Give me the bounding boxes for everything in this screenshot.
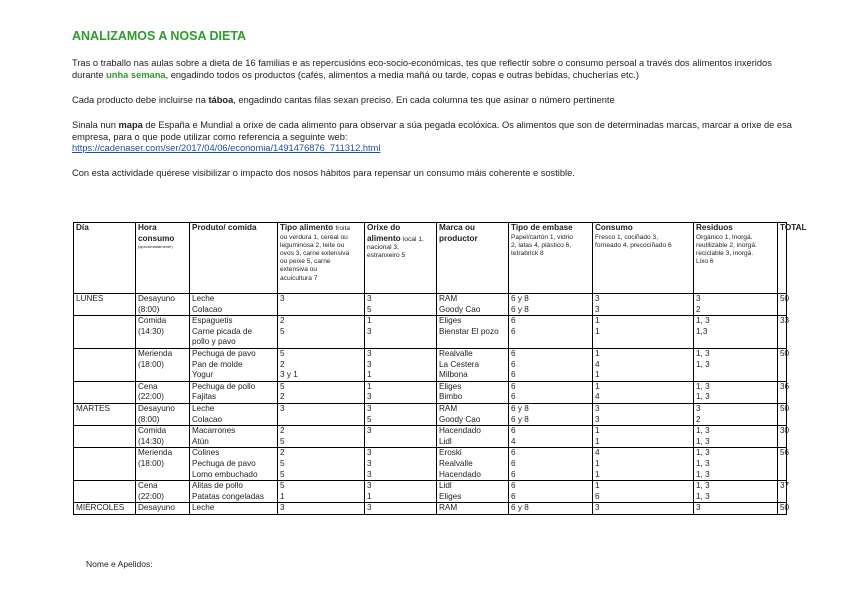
cell-total: 30 bbox=[778, 426, 787, 448]
cell-line: Colacao bbox=[192, 414, 223, 424]
cell-orixe bbox=[365, 403, 437, 425]
cell-line: (22:00) bbox=[138, 491, 164, 501]
intro-paragraph-3 bbox=[72, 120, 792, 155]
cell-consumo bbox=[593, 381, 694, 403]
cell-orixe bbox=[365, 448, 437, 481]
col-header-tipo: Tipo alimento froita ou verdura 1, cereal ou leguminosa 2, leite ou ovos 3, carne extensiva ou peixe 5, carne extensiva ou acuicultura 7 bbox=[278, 223, 365, 294]
cell-residuos bbox=[694, 448, 778, 481]
cell-consumo bbox=[593, 403, 694, 425]
cell-line: 1, 3 bbox=[696, 348, 710, 358]
cell-orixe bbox=[365, 294, 437, 316]
cell-line: 3 bbox=[696, 503, 701, 513]
cell-orixe bbox=[365, 348, 437, 381]
cell-line: Milbona bbox=[439, 370, 468, 380]
cell-line: 3 bbox=[696, 403, 701, 413]
cell-line: (14:30) bbox=[138, 436, 164, 446]
cell-line: 3 bbox=[280, 403, 285, 413]
table-row bbox=[74, 503, 787, 515]
cell-line: 2 bbox=[280, 359, 285, 369]
cell-hora bbox=[136, 503, 190, 515]
cell-line: Realvalle bbox=[439, 348, 473, 358]
cell-total: 50 bbox=[778, 503, 787, 515]
page-title: ANALIZAMOS A NOSA DIETA bbox=[72, 29, 247, 43]
cell-line: Eliges bbox=[439, 316, 462, 326]
cell-tipo bbox=[278, 426, 365, 448]
header-note: froita bbox=[335, 225, 351, 232]
cell-line: 6 bbox=[511, 469, 516, 479]
col-header-total: TOTAL bbox=[778, 223, 787, 294]
cell-residuos bbox=[694, 316, 778, 349]
cell-line: 6 bbox=[511, 316, 516, 326]
cell-marca bbox=[437, 426, 509, 448]
cell-line: Bimbo bbox=[439, 392, 463, 402]
table-row bbox=[74, 403, 787, 425]
cell-line: Lidl bbox=[439, 481, 452, 491]
cell-dia bbox=[74, 316, 136, 349]
cell-line: Hacendado bbox=[439, 469, 481, 479]
cell-dia bbox=[74, 448, 136, 481]
cell-line: 1, 3 bbox=[696, 316, 710, 326]
cell-line: 2 bbox=[280, 316, 285, 326]
table-row bbox=[74, 381, 787, 403]
cell-produto bbox=[190, 503, 278, 515]
intro-text: , engadindo todos os productos (cafés, alimentos a media mañá ou tarde, copas e outras bebidas, chucherías etc.) bbox=[165, 69, 639, 80]
cell-consumo bbox=[593, 448, 694, 481]
cell-line: Espaguetis bbox=[192, 316, 233, 326]
cell-line: Realvalle bbox=[439, 458, 473, 468]
cell-residuos bbox=[694, 381, 778, 403]
col-header-residuos: Residuos Orgánico 1, Inorgá. reutilizable 2, inorgá. reciclable 3, inorgá. Lixo 6 bbox=[694, 223, 778, 294]
intro-paragraph-1 bbox=[72, 58, 792, 81]
cell-line: 3 bbox=[367, 348, 372, 358]
header-note: acuicultura 7 bbox=[280, 274, 318, 282]
cell-line: 5 bbox=[280, 469, 285, 479]
cell-line: 1, 3 bbox=[696, 491, 710, 501]
table-row bbox=[74, 348, 787, 381]
highlight-text: unha semana bbox=[106, 69, 166, 80]
intro-text: Sinala nun bbox=[72, 120, 119, 130]
cell-dia bbox=[74, 381, 136, 403]
cell-line: Comida bbox=[138, 426, 167, 436]
cell-line: 5 bbox=[280, 481, 285, 491]
cell-line: RAM bbox=[439, 294, 458, 303]
cell-dia bbox=[74, 426, 136, 448]
cell-marca bbox=[437, 294, 509, 316]
cell-residuos bbox=[694, 348, 778, 381]
intro-text: Cada producto debe incluirse na bbox=[72, 95, 209, 105]
cell-line: 3 bbox=[595, 414, 600, 424]
cell-line: Goody Cao bbox=[439, 414, 481, 424]
cell-line: 3 bbox=[367, 469, 372, 479]
cell-line: 6 bbox=[511, 326, 516, 336]
cell-orixe bbox=[365, 503, 437, 515]
cell-line: Comida bbox=[138, 316, 167, 326]
header-note: 2, latas 4, plástico 6, bbox=[511, 241, 572, 249]
cell-line: (18:00) bbox=[138, 458, 164, 468]
reference-link[interactable]: https://cadenaser.com/ser/2017/04/06/economia/1491476876_711312.html bbox=[72, 143, 381, 154]
cell-line: 2 bbox=[280, 392, 285, 402]
cell-line: 1 bbox=[595, 469, 600, 479]
cell-marca bbox=[437, 448, 509, 481]
header-note: leguminosa 2, leite ou bbox=[280, 241, 345, 249]
header-note: estranxeiro 5 bbox=[367, 252, 406, 260]
cell-consumo bbox=[593, 503, 694, 515]
cell-line: 6 y 8 bbox=[511, 414, 529, 424]
cell-line: 1, 3 bbox=[696, 436, 710, 446]
cell-hora bbox=[136, 448, 190, 481]
cell-produto bbox=[190, 294, 278, 316]
cell-residuos bbox=[694, 403, 778, 425]
cell-hora bbox=[136, 426, 190, 448]
intro-paragraph-2 bbox=[72, 95, 792, 107]
cell-line: 6 y 8 bbox=[511, 403, 529, 413]
bold-text: táboa bbox=[208, 95, 234, 105]
cell-line: 1 bbox=[367, 381, 372, 391]
cell-tipo bbox=[278, 316, 365, 349]
cell-line: 6 bbox=[511, 370, 516, 380]
cell-line: Colacao bbox=[192, 304, 223, 314]
cell-line: 1 bbox=[595, 436, 600, 446]
intro-text: , engadindo cantas filas sexan preciso. En cada columna tes que asinar o número pertinente bbox=[233, 95, 615, 105]
cell-line: 2 bbox=[696, 304, 701, 314]
col-header-hora: Hora consumo (aproximadamente) bbox=[136, 223, 190, 294]
cell-line: 3 bbox=[595, 294, 600, 303]
cell-hora bbox=[136, 294, 190, 316]
cell-line: 6 bbox=[511, 359, 516, 369]
cell-total: 37 bbox=[778, 481, 787, 503]
col-header-hora-sub: (aproximadamente) bbox=[138, 244, 173, 250]
cell-line: 1 bbox=[367, 370, 372, 380]
cell-line: 6 bbox=[511, 392, 516, 402]
cell-line: 3 bbox=[367, 403, 372, 413]
cell-line: RAM bbox=[439, 403, 458, 413]
cell-line: La Cestera bbox=[439, 359, 480, 369]
cell-consumo bbox=[593, 426, 694, 448]
cell-line: Goody Cao bbox=[439, 304, 481, 314]
header-note: extensiva ou bbox=[280, 266, 318, 274]
cell-tipo bbox=[278, 348, 365, 381]
cell-embase bbox=[509, 503, 593, 515]
cell-line: (8:00) bbox=[138, 414, 160, 424]
cell-consumo bbox=[593, 348, 694, 381]
cell-tipo bbox=[278, 381, 365, 403]
cell-line: 3 bbox=[367, 392, 372, 402]
cell-line: (18:00) bbox=[138, 359, 164, 369]
cell-line: 2 bbox=[696, 414, 701, 424]
intro-text: Tras o traballo nas aulas sobre a dieta de 16 familias e as repercusións eco-socio-económicas, tes que reflectir sobre o consumo persoal a través dos alimentos inxeridos durante bbox=[72, 58, 772, 80]
cell-tipo bbox=[278, 448, 365, 481]
cell-line: Leche bbox=[192, 503, 215, 513]
cell-dia: LUNES bbox=[74, 294, 136, 316]
cell-line: 1, 3 bbox=[696, 381, 710, 391]
cell-line: 5 bbox=[367, 304, 372, 314]
cell-line: 6 y 8 bbox=[511, 304, 529, 314]
header-note: nacional 3, bbox=[367, 244, 399, 252]
cell-marca bbox=[437, 503, 509, 515]
cell-line: 2 bbox=[280, 448, 285, 458]
cell-tipo bbox=[278, 481, 365, 503]
cell-line: 6 y 8 bbox=[511, 294, 529, 303]
cell-line: 3 y 1 bbox=[280, 370, 298, 380]
cell-consumo bbox=[593, 294, 694, 316]
cell-line: Eliges bbox=[439, 491, 462, 501]
cell-dia bbox=[74, 481, 136, 503]
cell-line: 3 bbox=[367, 503, 372, 513]
cell-line: Merienda bbox=[138, 448, 173, 458]
cell-hora bbox=[136, 348, 190, 381]
cell-line: 3 bbox=[367, 426, 372, 436]
cell-total: 50 bbox=[778, 294, 787, 316]
cell-marca bbox=[437, 481, 509, 503]
cell-line: (14:30) bbox=[138, 326, 164, 336]
cell-line: 6 bbox=[595, 491, 600, 501]
cell-orixe bbox=[365, 381, 437, 403]
table-row bbox=[74, 426, 787, 448]
header-note: tetrabrick 8 bbox=[511, 250, 544, 257]
cell-residuos bbox=[694, 481, 778, 503]
cell-line: 3 bbox=[280, 503, 285, 513]
cell-line: pollo y pavo bbox=[192, 337, 236, 347]
cell-line: 1 bbox=[595, 326, 600, 336]
cell-line: 1 bbox=[595, 348, 600, 358]
cell-embase bbox=[509, 426, 593, 448]
cell-line: 1, 3 bbox=[696, 426, 710, 436]
cell-consumo bbox=[593, 481, 694, 503]
cell-embase bbox=[509, 381, 593, 403]
cell-line: Desayuno bbox=[138, 294, 175, 303]
cell-produto bbox=[190, 448, 278, 481]
cell-line: Desayuno bbox=[138, 503, 175, 513]
header-note: Orgánico 1, Inorgá. bbox=[696, 233, 753, 241]
cell-line: 1, 3 bbox=[696, 458, 710, 468]
cell-hora bbox=[136, 381, 190, 403]
cell-line: 6 bbox=[511, 458, 516, 468]
cell-marca bbox=[437, 316, 509, 349]
cell-marca bbox=[437, 348, 509, 381]
cell-line: 1, 3 bbox=[696, 469, 710, 479]
cell-line: 3 bbox=[367, 294, 372, 303]
cell-line: 1 bbox=[595, 381, 600, 391]
cell-line: Bienstar El pozo bbox=[439, 326, 499, 336]
cell-line: Merienda bbox=[138, 348, 173, 358]
cell-orixe bbox=[365, 481, 437, 503]
cell-line: 5 bbox=[280, 381, 285, 391]
table-row bbox=[74, 316, 787, 349]
cell-line: 3 bbox=[367, 448, 372, 458]
cell-produto bbox=[190, 481, 278, 503]
cell-line: Yogur bbox=[192, 370, 214, 380]
cell-consumo bbox=[593, 316, 694, 349]
cell-line: 3 bbox=[595, 304, 600, 314]
cell-line: Lidl bbox=[439, 436, 452, 446]
cell-line: 1 bbox=[367, 316, 372, 326]
bold-text: mapa bbox=[118, 120, 143, 130]
cell-line: 4 bbox=[595, 448, 600, 458]
cell-produto bbox=[190, 426, 278, 448]
cell-line: 1 bbox=[367, 491, 372, 501]
header-note: reciclable 3, inorgá. bbox=[696, 250, 754, 257]
cell-line: Desayuno bbox=[138, 403, 175, 413]
cell-residuos bbox=[694, 503, 778, 515]
cell-line: 3 bbox=[367, 481, 372, 491]
cell-total: 50 bbox=[778, 348, 787, 381]
cell-line: Fajitas bbox=[192, 392, 217, 402]
col-header-produto: Produto/ comida bbox=[190, 223, 278, 294]
cell-tipo bbox=[278, 403, 365, 425]
cell-produto bbox=[190, 381, 278, 403]
header-note: ou verdura 1, cereal ou bbox=[280, 233, 348, 241]
header-note: ou peixe 5, carne bbox=[280, 258, 331, 266]
cell-line: 6 bbox=[511, 348, 516, 358]
cell-line: 1,3 bbox=[696, 326, 708, 336]
cell-line: Pechuga de pollo bbox=[192, 381, 256, 391]
cell-orixe bbox=[365, 316, 437, 349]
header-note: reutilizable 2, inorgá. bbox=[696, 241, 757, 249]
cell-line: 1, 3 bbox=[696, 481, 710, 491]
cell-line: 4 bbox=[595, 359, 600, 369]
cell-line: 6 bbox=[511, 491, 516, 501]
cell-line: Cena bbox=[138, 381, 158, 391]
cell-line: Macarrones bbox=[192, 426, 236, 436]
cell-line: Hacendado bbox=[439, 426, 481, 436]
cell-line: 1 bbox=[595, 370, 600, 380]
cell-dia: MIÉRCOLES bbox=[74, 503, 136, 515]
cell-line: 3 bbox=[595, 503, 600, 513]
cell-marca bbox=[437, 403, 509, 425]
cell-line: 1, 3 bbox=[696, 359, 710, 369]
cell-line: Patatas congeladas bbox=[192, 491, 264, 501]
header-note: local 1, bbox=[402, 235, 424, 243]
col-header-dia: Día bbox=[74, 223, 136, 294]
cell-dia bbox=[74, 348, 136, 381]
cell-embase bbox=[509, 294, 593, 316]
cell-line: 6 y 8 bbox=[511, 503, 529, 513]
cell-line: Alitas de pollo bbox=[192, 481, 243, 491]
cell-line: 5 bbox=[367, 414, 372, 424]
cell-line: Lomo embuchado bbox=[192, 469, 258, 479]
cell-line: 1 bbox=[595, 316, 600, 326]
header-note: Papel/cartón 1, vidrio bbox=[511, 233, 573, 241]
col-header-orixe: Orixe do alimento local 1, nacional 3, estranxeiro 5 bbox=[365, 223, 437, 294]
cell-embase bbox=[509, 481, 593, 503]
cell-line: Leche bbox=[192, 294, 215, 303]
cell-hora bbox=[136, 316, 190, 349]
cell-line: 3 bbox=[595, 403, 600, 413]
cell-line: Colines bbox=[192, 448, 220, 458]
cell-residuos bbox=[694, 426, 778, 448]
cell-residuos bbox=[694, 294, 778, 316]
cell-line: 1 bbox=[595, 458, 600, 468]
intro-paragraph-4: Con esta actividade quérese visibilizar o impacto dos nosos hábitos para repensar un consumo máis coherente e sostible. bbox=[72, 168, 575, 178]
cell-produto bbox=[190, 316, 278, 349]
diet-table bbox=[73, 222, 807, 515]
cell-line: Pechuga de pavo bbox=[192, 348, 256, 358]
cell-line: Eroski bbox=[439, 448, 462, 458]
cell-line: 3 bbox=[367, 326, 372, 336]
cell-line: Atún bbox=[192, 436, 209, 446]
table-row bbox=[74, 294, 787, 316]
cell-total: 56 bbox=[778, 448, 787, 481]
cell-line: 3 bbox=[696, 294, 701, 303]
cell-total: 50 bbox=[778, 403, 787, 425]
cell-line: 3 bbox=[367, 458, 372, 468]
cell-total: 33 bbox=[778, 316, 787, 349]
cell-line: 5 bbox=[280, 458, 285, 468]
cell-line: 5 bbox=[280, 436, 285, 446]
name-field-label: Nome e Apelidos: bbox=[86, 559, 153, 569]
col-header-embase: Tipo de embase Papel/cartón 1, vidrio 2, latas 4, plástico 6, tetrabrick 8 bbox=[509, 223, 593, 294]
cell-line: Carne picada de bbox=[192, 326, 253, 336]
cell-embase bbox=[509, 403, 593, 425]
cell-line: Leche bbox=[192, 403, 215, 413]
cell-line: 6 bbox=[511, 481, 516, 491]
header-note: ovos 3, carne extensiva bbox=[280, 250, 350, 257]
cell-embase bbox=[509, 348, 593, 381]
cell-line: 6 bbox=[511, 448, 516, 458]
cell-line: 6 bbox=[511, 426, 516, 436]
cell-line: Eliges bbox=[439, 381, 462, 391]
header-note: forneado 4, precociñado 6 bbox=[595, 241, 672, 249]
col-header-consumo: Consumo Fresco 1, cociñado 3, forneado 4, precociñado 6 bbox=[593, 223, 694, 294]
cell-produto bbox=[190, 403, 278, 425]
cell-line: 1 bbox=[595, 426, 600, 436]
cell-orixe bbox=[365, 426, 437, 448]
cell-line: 3 bbox=[367, 359, 372, 369]
cell-tipo bbox=[278, 503, 365, 515]
cell-line: 1, 3 bbox=[696, 448, 710, 458]
intro-text: de España e Mundial a orixe de cada alimento para observar a súa pegada ecolóxica. Os alimentos que son de determinadas marcas, marcar a orixe de esa empresa, para o que pode utilizar como referencia a seguinte web: bbox=[72, 120, 792, 142]
header-note: Fresco 1, cociñado 3, bbox=[595, 233, 659, 241]
cell-line: Cena bbox=[138, 481, 158, 491]
table-row bbox=[74, 481, 787, 503]
cell-line: 4 bbox=[595, 392, 600, 402]
cell-tipo bbox=[278, 294, 365, 316]
cell-line: Pechuga de pavo bbox=[192, 458, 256, 468]
cell-line: 1, 3 bbox=[696, 392, 710, 402]
cell-hora bbox=[136, 481, 190, 503]
cell-embase bbox=[509, 448, 593, 481]
cell-produto bbox=[190, 348, 278, 381]
col-header-marca: Marca ou productor bbox=[437, 223, 509, 294]
cell-line: 1 bbox=[280, 491, 285, 501]
cell-line: 2 bbox=[280, 426, 285, 436]
cell-line: 5 bbox=[280, 326, 285, 336]
cell-line: 1 bbox=[595, 481, 600, 491]
cell-total: 36 bbox=[778, 381, 787, 403]
table-row bbox=[74, 448, 787, 481]
cell-line: RAM bbox=[439, 503, 458, 513]
cell-line: 5 bbox=[280, 348, 285, 358]
cell-marca bbox=[437, 381, 509, 403]
cell-line: 4 bbox=[511, 436, 516, 446]
cell-hora bbox=[136, 403, 190, 425]
cell-line: (22:00) bbox=[138, 392, 164, 402]
cell-line: (8:00) bbox=[138, 304, 160, 314]
table-header-row bbox=[74, 223, 787, 294]
header-note: Lixo 6 bbox=[696, 258, 714, 266]
cell-line: 3 bbox=[280, 294, 285, 303]
cell-embase bbox=[509, 316, 593, 349]
cell-line: Pan de molde bbox=[192, 359, 243, 369]
cell-dia: MARTES bbox=[74, 403, 136, 425]
cell-line: 6 bbox=[511, 381, 516, 391]
